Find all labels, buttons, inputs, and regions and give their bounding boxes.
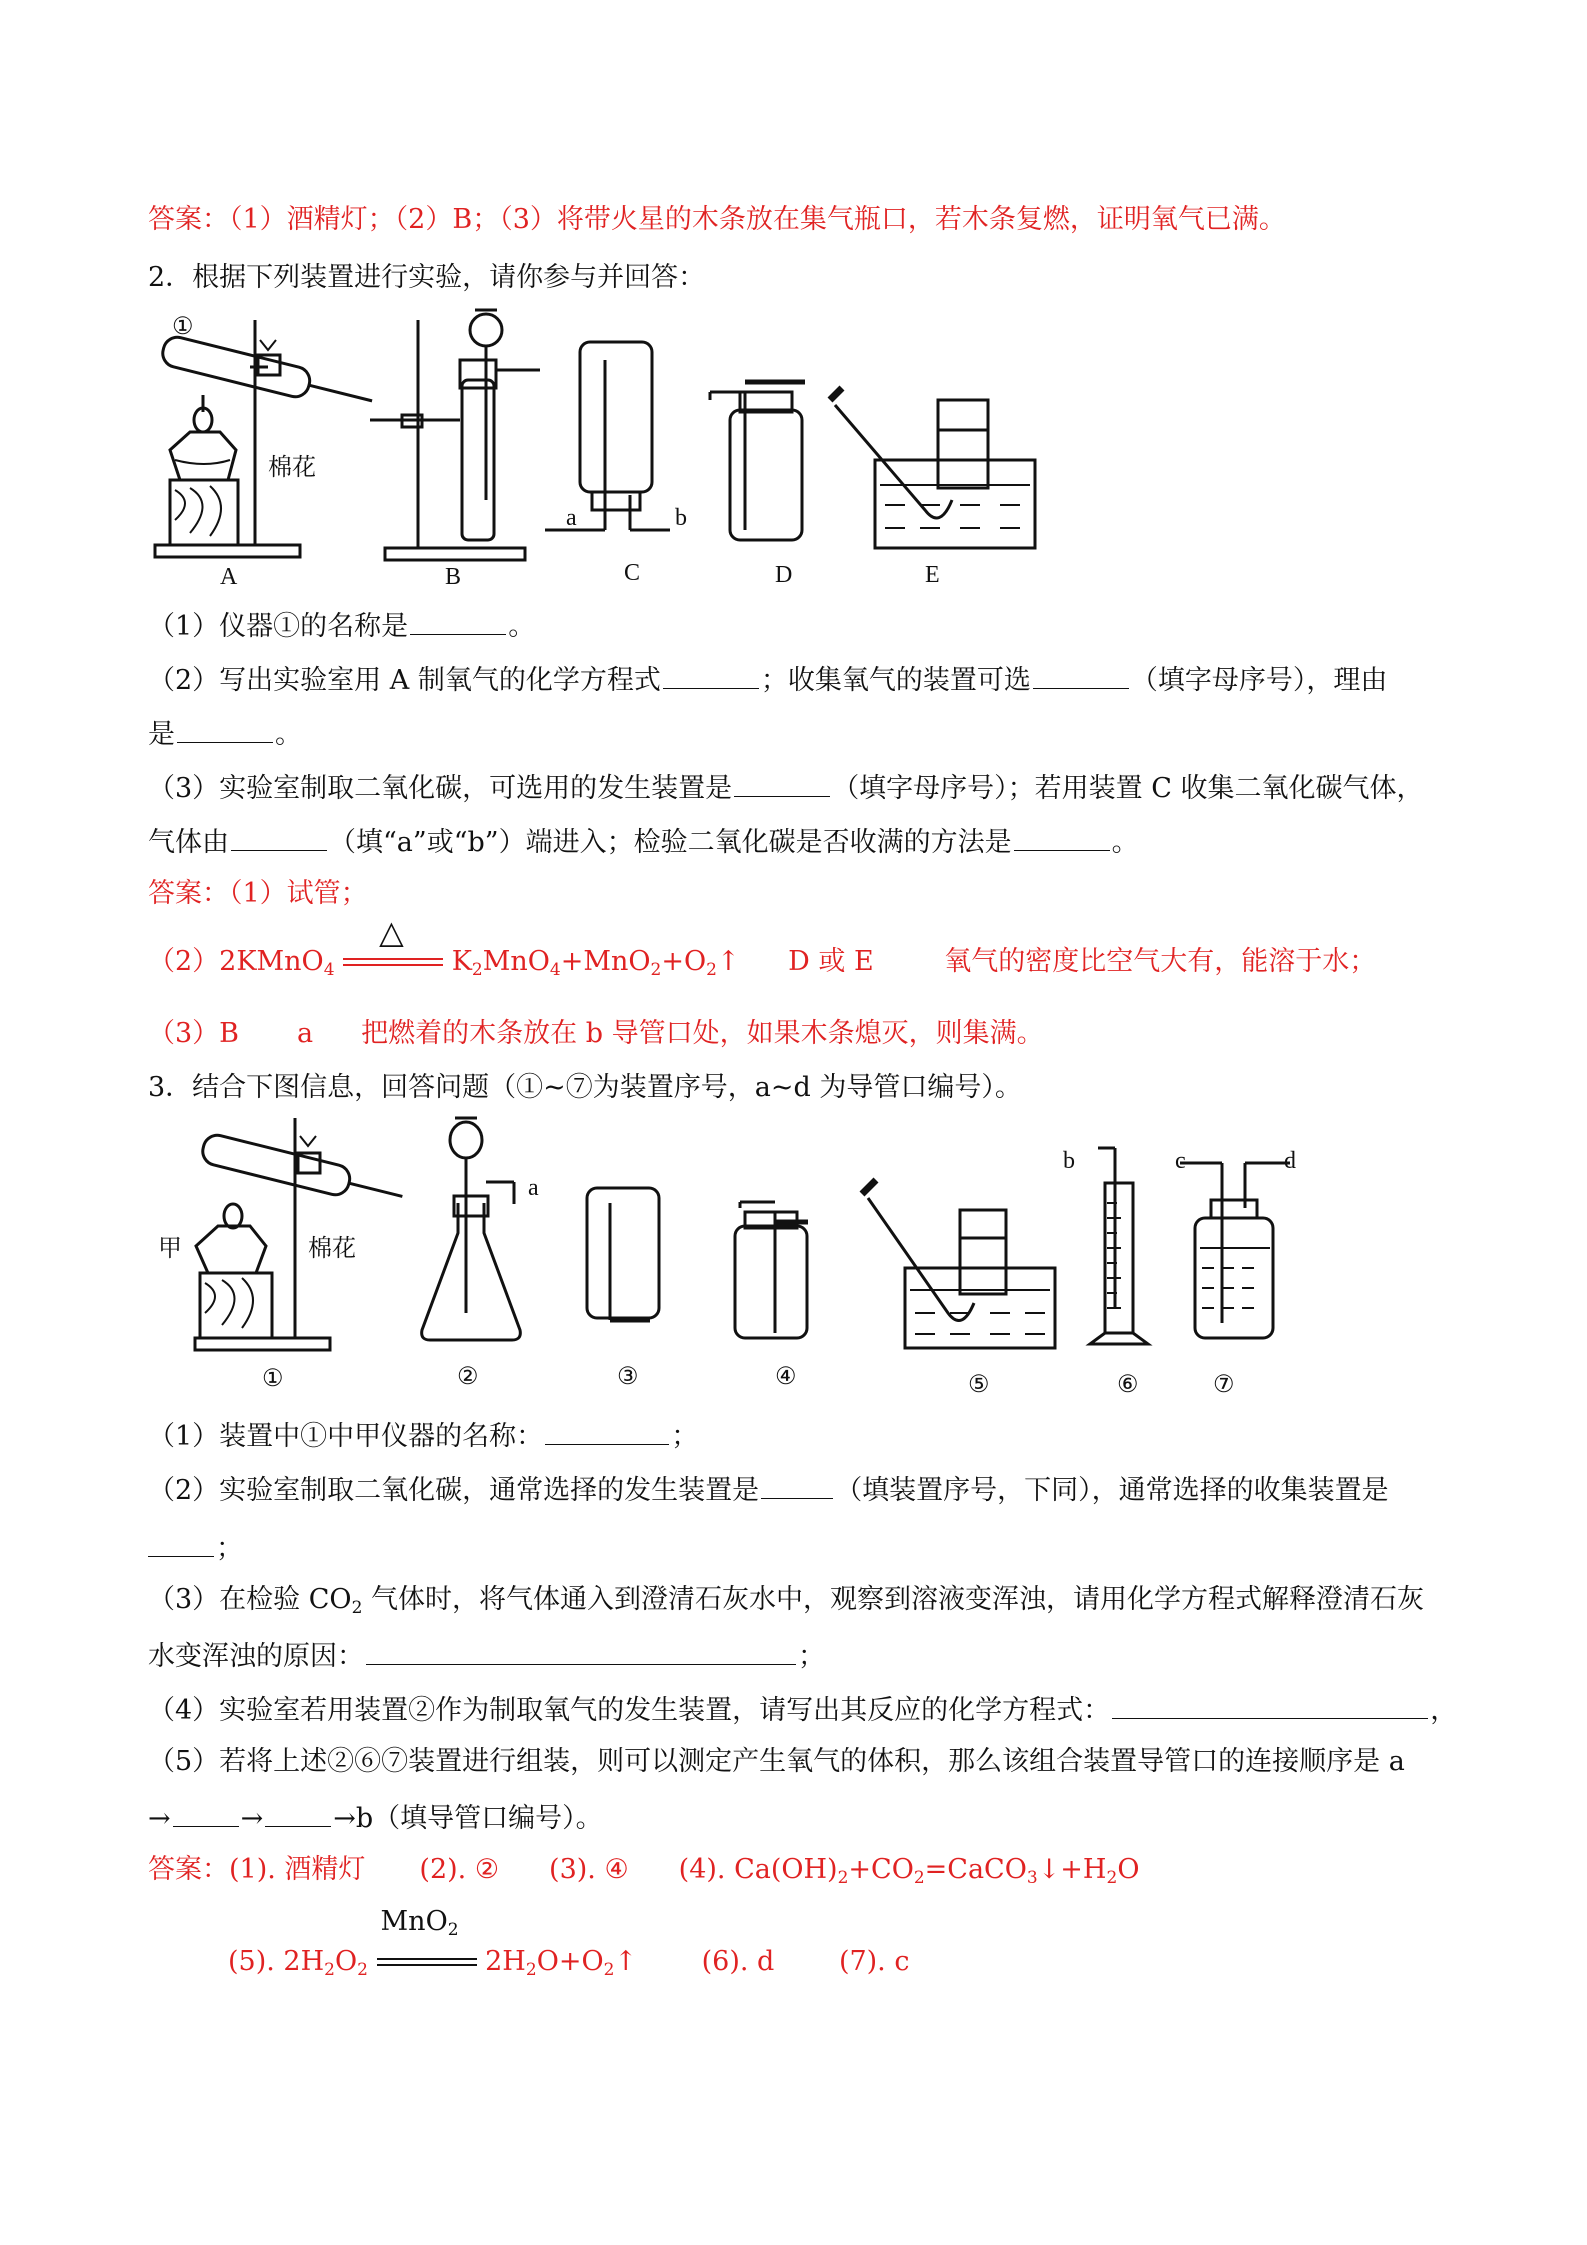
q3-answer-row2: (5). $2H_2O_2$ MnO$_2$ $2H_2O+O_2↑$ (6). d (7). c <box>228 1905 910 1980</box>
q3-part3-cont: 水变浑浊的原因： ； <box>148 1636 825 1675</box>
q2-part2-cont: 是 。 <box>148 714 302 753</box>
apparatus-3 <box>587 1188 659 1320</box>
q3-label-4: ④ <box>775 1364 797 1390</box>
apparatus-4 <box>735 1202 808 1338</box>
q3-label-1: ① <box>262 1366 284 1392</box>
q2-label-a: A <box>220 564 238 590</box>
q3-port-d: d <box>1284 1148 1296 1174</box>
q3-part1: （1）装置中①中甲仪器的名称： ； <box>148 1416 698 1455</box>
q3-port-b: b <box>1063 1148 1075 1174</box>
q2-port-a: a <box>566 505 577 531</box>
q3-part5-cont: → → →b（填导管口编号）。 <box>148 1798 603 1837</box>
q2-cotton-label: 棉花 <box>268 453 316 481</box>
q3-cotton-label: 棉花 <box>308 1234 356 1262</box>
q2-port-b: b <box>675 505 687 531</box>
apparatus-5 <box>862 1180 1055 1348</box>
q2-circle-1: ① <box>172 314 194 340</box>
q3-port-a: a <box>528 1175 539 1201</box>
q2-label-d: D <box>775 562 793 588</box>
q2-answer-3: （3）B a 把燃着的木条放在 b 导管口处，如果木条熄灭，则集满。 <box>148 1018 1044 1049</box>
apparatus-d <box>710 382 805 540</box>
catalyst-label: MnO$_2$ <box>380 1905 459 1940</box>
q3-part4: （4）实验室若用装置②作为制取氧气的发生装置，请写出其反应的化学方程式： ， <box>148 1690 1457 1729</box>
q1-answer: 答案：（1）酒精灯；（2）B；（3）将带火星的木条放在集气瓶口，若木条复燃，证明氧气已满。 <box>148 204 1286 235</box>
q2-label-c: C <box>624 560 641 586</box>
q2-title: 2．根据下列装置进行实验，请你参与并回答： <box>148 262 706 293</box>
q3-part5: （5）若将上述②⑥⑦装置进行组装，则可以测定产生氧气的体积，那么该组合装置导管口的连接顺序是 a <box>148 1746 1405 1777</box>
q3-part3: （3）在检验 $CO_2$ 气体时，将气体通入到澄清石灰水中，观察到溶液变浑浊，请用化学方程式解释澄清石灰 <box>148 1584 1424 1618</box>
q3-label-6: ⑥ <box>1117 1372 1139 1398</box>
q3-jia-label: 甲 <box>158 1234 182 1262</box>
heat-condition: △ <box>379 912 404 951</box>
q3-part2-cont: ； <box>148 1528 243 1567</box>
q2-answer-2: （2）2KMnO$_4$ △ $K_2MnO_4+MnO_2+O_2↑$ D 或 E 氧气的密度比空气大有，能溶于水； <box>148 912 1377 980</box>
q3-title: 3．结合下图信息，回答问题（①~⑦为装置序号，a~d 为导管口编号）。 <box>148 1072 1022 1103</box>
q3-label-2: ② <box>457 1364 479 1390</box>
apparatus-a <box>155 320 376 557</box>
q3-part2: （2）实验室制取二氧化碳，通常选择的发生装置是 （填装置序号，下同），通常选择的收集装置是 <box>148 1470 1389 1509</box>
apparatus-7 <box>1180 1163 1290 1338</box>
q3-label-7: ⑦ <box>1213 1372 1235 1398</box>
q2-answer-1: 答案：（1）试管； <box>148 878 368 909</box>
q2-part3: （3）实验室制取二氧化碳，可选用的发生装置是 （填字母序号）；若用装置 C 收集二氧化碳气体， <box>148 768 1424 807</box>
apparatus-1 <box>195 1118 406 1350</box>
q3-label-5: ⑤ <box>968 1372 990 1398</box>
q2-part3-cont: 气体由 （填“a”或“b”）端进入；检验二氧化碳是否收满的方法是 。 <box>148 822 1139 861</box>
q2-label-e: E <box>925 562 940 588</box>
q2-label-b: B <box>445 564 462 590</box>
apparatus-b <box>370 310 540 560</box>
q2-part1: （1）仪器①的名称是 。 <box>148 606 535 645</box>
apparatus-c <box>545 342 670 530</box>
q3-port-c: c <box>1175 1148 1186 1174</box>
q3-label-3: ③ <box>617 1364 639 1390</box>
apparatus-6 <box>1090 1148 1148 1344</box>
q3-answer-row1: 答案：(1). 酒精灯 (2). ② (3). ④ (4). $Ca(OH)_2+CO_2=CaCO_3↓+H_2O$ <box>148 1854 1140 1888</box>
apparatus-2 <box>422 1118 521 1340</box>
q2-part2: （2）写出实验室用 A 制氧气的化学方程式 ；收集氧气的装置可选 （填字母序号），理由 <box>148 660 1387 699</box>
apparatus-e <box>830 388 1035 548</box>
